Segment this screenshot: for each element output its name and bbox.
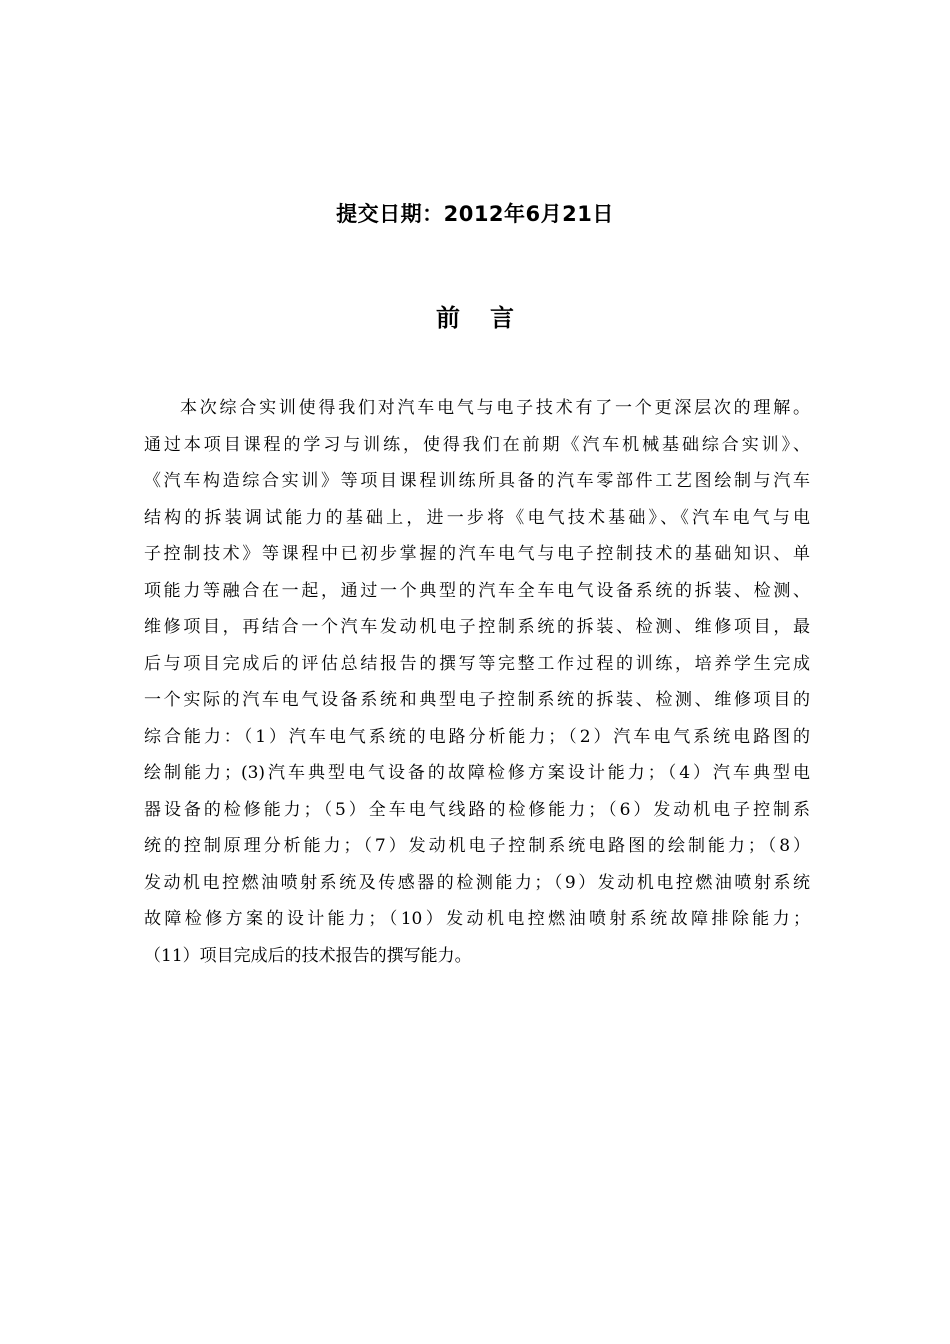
paragraph-line: 本次综合实训使得我们对汽车电气与电子技术有了一个更深层次的理解。 [180, 398, 810, 418]
paragraph-line: 绘制能力；(3)汽车典型电气设备的故障检修方案设计能力；（4）汽车典型电 [144, 763, 810, 783]
paragraph-line: 子控制技术》等课程中已初步掌握的汽车电气与电子控制技术的基础知识、单 [144, 544, 810, 564]
paragraph-line: 统的控制原理分析能力；（7）发动机电子控制系统电路图的绘制能力；（8） [144, 836, 810, 856]
preface-title: 前言 [436, 304, 544, 332]
paragraph-line: 结构的拆装调试能力的基础上，进一步将《电气技术基础》、《汽车电气与电 [144, 507, 810, 528]
paragraph-line: 综合能力：（1）汽车电气系统的电路分析能力；（2）汽车电气系统电路图的 [144, 726, 810, 747]
paragraph-line: 项能力等融合在一起，通过一个典型的汽车全车电气设备系统的拆装、检测、 [144, 580, 810, 601]
paragraph-line: 器设备的检修能力；（5）全车电气线路的检修能力；（6）发动机电子控制系 [144, 799, 810, 820]
paragraph-line: 通过本项目课程的学习与训练，使得我们在前期《汽车机械基础综合实训》、 [144, 434, 810, 455]
paragraph-line: （11）项目完成后的技术报告的撰写能力。 [144, 945, 472, 966]
paragraph-line: 《汽车构造综合实训》等项目课程训练所具备的汽车零部件工艺图绘制与汽车 [144, 471, 810, 491]
paragraph-line: 后与项目完成后的评估总结报告的撰写等完整工作过程的训练，培养学生完成 [144, 653, 810, 674]
paragraph-line: 一个实际的汽车电气设备系统和典型电子控制系统的拆装、检测、维修项目的 [144, 690, 810, 710]
paragraph-line: 维修项目，再结合一个汽车发动机电子控制系统的拆装、检测、维修项目，最 [144, 617, 810, 637]
paragraph-line: 发动机电控燃油喷射系统及传感器的检测能力；（9）发动机电控燃油喷射系统 [144, 872, 810, 893]
preface-body [144, 390, 810, 974]
paragraph-line: 故障检修方案的设计能力；（10）发动机电控燃油喷射系统故障排除能力； [144, 909, 810, 929]
submit-date: 提交日期：2012年6月21日 [336, 202, 614, 226]
